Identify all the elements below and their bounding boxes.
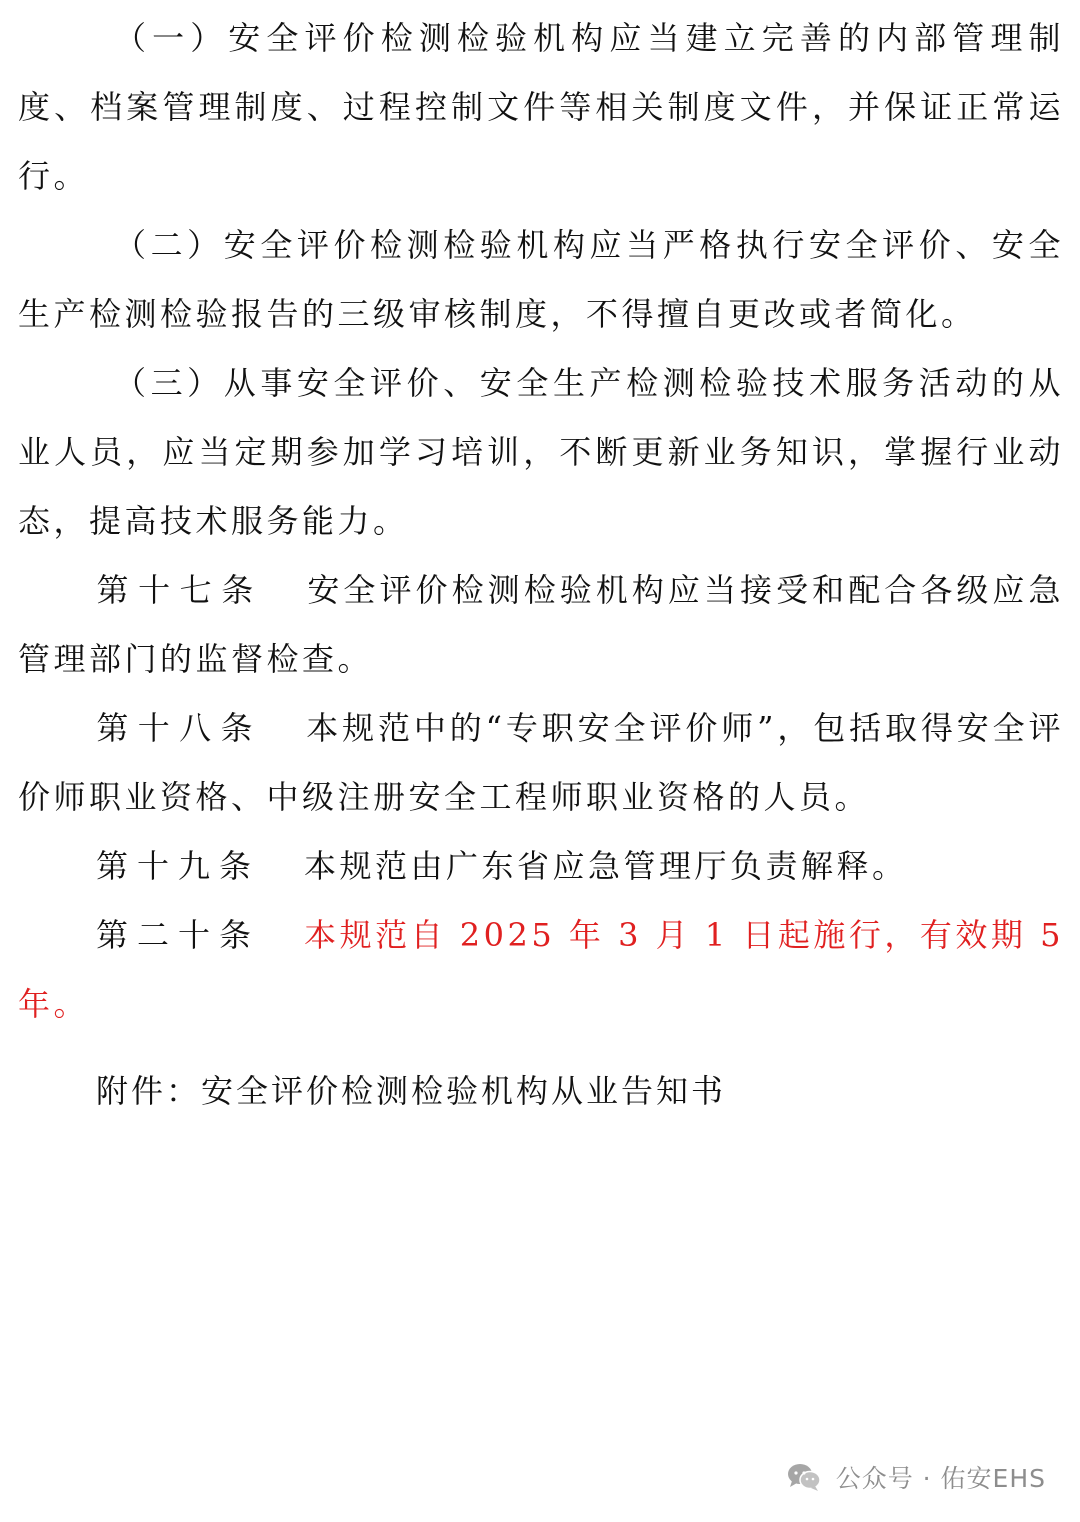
watermark [786,1455,1046,1499]
paragraph-2: （二）安全评价检测检验机构应当严格执行安全评价、安全生产检测检验报告的三级审核制度，不得擅自更改或者简化。 [18,226,1064,333]
attachment-line: 附件：安全评价检测检验机构从业告知书 [96,1072,727,1110]
article-19-heading: 第十九条 [96,847,261,885]
paragraph-1: （一）安全评价检测检验机构应当建立完善的内部管理制度、档案管理制度、过程控制文件等相关制度文件，并保证正常运行。 [18,19,1064,195]
watermark-text: 公众号 · 佑安EHS [835,1464,1046,1493]
wechat-icon [786,1462,822,1492]
article-18-body: 本规范中的“专职安全评价师”，包括取得安全评价师职业资格、中级注册安全工程师职业资格的人员。 [18,709,1064,816]
article-19 [18,832,1064,901]
article-17 [18,556,1064,694]
article-17-heading: 第十七条 [96,571,263,609]
paragraph-3: （三）从事安全评价、安全生产检测检验技术服务活动的从业人员，应当定期参加学习培训，不断更新业务知识，掌握行业动态，提高技术服务能力。 [18,364,1064,540]
article-18 [18,694,1064,832]
article-20 [18,901,1064,1039]
article-17-body: 安全评价检测检验机构应当接受和配合各级应急管理部门的监督检查。 [18,571,1064,678]
article-19-body: 本规范由广东省应急管理厅负责解释。 [304,847,908,885]
article-18-heading: 第十八条 [96,709,262,747]
article-20-heading: 第二十条 [96,916,261,954]
article-20-body: 本规范自 2025 年 3 月 1 日起施行，有效期 5 年。 [18,916,1064,1023]
